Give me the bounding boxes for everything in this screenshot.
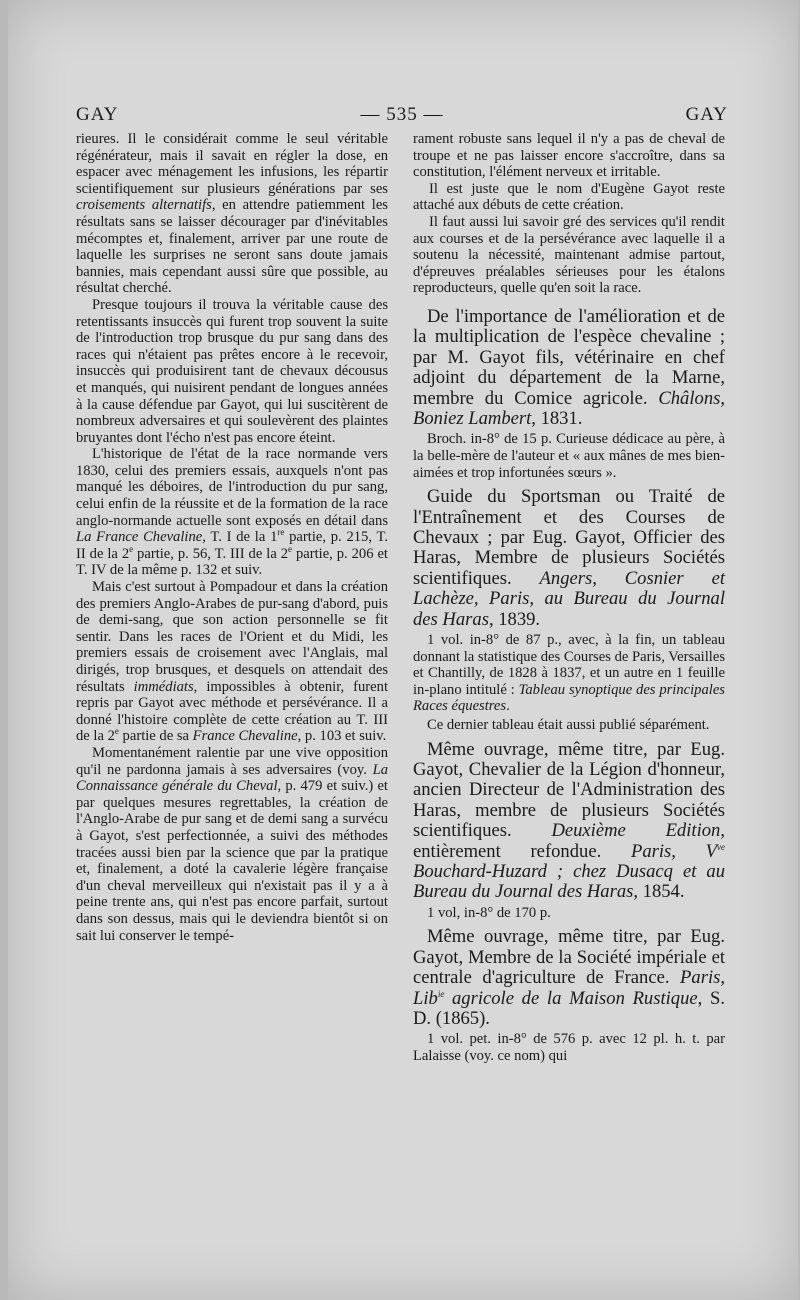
entry-note: 1 vol, in-8° de 170 p.: [427, 904, 551, 921]
text-run: , T. I de la 1: [202, 529, 278, 546]
text-run: Mais c'est surtout à Pompadour et dans la création des premiers Anglo-Arabes de pur-sang d'abord, puis de demi-sang, que son action personnelle se fit sentir. Dans les races de l'Orient et du Midi, les premiers essais de croisement avec l'Anglais, mal dirigés, trop brusques, et desquels on attendait des résultats: [76, 579, 388, 695]
italic-text: immédiats: [133, 678, 194, 695]
text-run: , 1854.: [633, 881, 685, 903]
entry-note: Broch. in-8° de 15 p. Curieuse dédicace au père, à la belle-mère de l'auteur et « aux mânes de mes bien-aimées et trop infortunées sœurs ».: [413, 431, 725, 481]
text-run: , p. 103 et suiv.: [297, 728, 387, 745]
bibliography-entry: [413, 487, 725, 630]
paragraph: Il est juste que le nom d'Eugène Gayot reste attaché aux débuts de cette création.: [413, 180, 725, 214]
paragraph: [76, 579, 388, 745]
italic-text: ve: [717, 841, 726, 852]
text-run: e: [288, 543, 293, 554]
text-run: L'historique de l'état de la race normande vers 1830, celui des premiers essais, auxquels n'ont pas manqué les déboires, de l'introduction du pur sang, celui enfin de la réussite et de la formation de la race anglo-normande actuelle sont exposés en détail dans: [76, 446, 388, 529]
text-run: , entièrement refondue.: [413, 820, 725, 862]
text-run: Guide du Sportsman ou Traité de l'Entraînement et des Courses de Chevaux ; par Eug. Gayot, Officier des Haras, Membre de plusieurs Sociétés scientifiques.: [413, 486, 725, 589]
text-run: e: [129, 543, 134, 554]
paragraph: Il faut aussi lui savoir gré des services qu'il rendit aux courses et de la persévérance avec laquelle il a soutenu la nécessité, maintenant admise partout, d'épreuves préalables sérieuses pour les étalons reproducteurs, quelle qu'en soit la race.: [413, 213, 725, 297]
left-column: [76, 131, 388, 944]
text-run: 1 vol. in-8° de 87 p., avec, à la fin, un tableau donnant la statistique des Courses de Paris, Versailles et Chantilly, de 1828 à 1837, et un autre en 1 feuille in-plano intitulé :: [413, 632, 725, 698]
italic-text: La France Chevaline: [76, 529, 203, 546]
text-run: Momentanément ralentie par une vive opposition qu'il ne pardonna jamais à ses adversaires (voy.: [76, 744, 388, 778]
text-run: partie, p. 206 et T. IV de la même p. 132 et suiv.: [76, 545, 388, 579]
text-run: .: [506, 698, 510, 715]
text-run: re: [277, 527, 285, 538]
italic-text: Angers, Cosnier et Lachèze, Paris, au Bureau du Journal des Haras: [413, 567, 725, 630]
entry-note: 1 vol. pet. in-8° de 576 p. avec 12 pl. h. t. par Lalaisse (voy. ce nom) qui: [413, 1031, 725, 1065]
italic-text: France Chevaline: [192, 728, 298, 745]
paragraph: rament robuste sans lequel il n'y a pas de cheval de troupe et ne pas laisser encore s'accroître, dans sa constitution, l'élément nerveux et irritable.: [413, 131, 725, 181]
text-run: Même ouvrage, même titre, par Eug. Gayot, Membre de la Société impériale et centrale d'agriculture de France.: [413, 926, 725, 989]
italic-text: agricole de la Maison Rustique: [444, 987, 698, 1009]
text-run: , p. 479 et suiv.) et par quelques mesures regrettables, la création de l'Anglo-Arabe de pur sang et de demi sang a survécu à Gayot, s'est perfectionnée, a suivi des méthodes tracées aussi bien par la science que par la pratique et, finalement, a doté la cavalerie légère française d'un cheval merveilleux qui n'existait pas il y a à peine trente ans, qui n'est pas encore parfait, surtout dans son dessus, mais qui le deviendra bientôt si on sait lui conserver le tempé-: [76, 778, 388, 944]
header-right-word: GAY: [685, 104, 728, 125]
text-run: e: [114, 726, 119, 737]
italic-text: Paris, V: [630, 840, 718, 862]
paragraph: [76, 745, 388, 944]
text-run: De l'importance de l'amélioration et de la multiplication de l'espèce chevaline ; par M. Gayot fils, vétérinaire en chef adjoint du département de la Marne, membre du Comice agricole.: [413, 305, 725, 409]
right-column: [413, 131, 725, 1065]
text-run: , en attendre patiemment les résultats sans se laisser décourager par d'inévitables mécomptes et, finalement, arriver par une route de laquelle les surprises ne seront sans doute jamais bannies, mais cependant aussi sûre que possible, au résultat cherché.: [76, 197, 388, 297]
italic-text: croisements alternatifs: [76, 197, 212, 214]
bibliography-entry: [413, 740, 725, 903]
book-page: [8, 0, 798, 1300]
text-run: , 1831.: [531, 407, 583, 429]
italic-text: Deuxième Edition: [551, 820, 721, 842]
italic-text: Tableau synoptique des principales Races équestres: [413, 681, 725, 715]
text-run: partie de sa: [118, 728, 193, 745]
paragraph: Presque toujours il trouva la véritable cause des retentissants insuccès qui furent trop souvent la suite de l'introduction trop brusque du pur sang dans des races qui n'étaient pas prêtes encore à le recevoir, insuccès qui produisirent tant de chevaux décousus et manqués, qui nuisirent pendant de longues années à la cause défendue par Gayot, qui lui suscitèrent de nombreux adversaires et qui soulevèrent des plaintes bruyantes dont l'écho n'est pas encore éteint.: [76, 296, 388, 446]
bibliography-entry: [413, 927, 725, 1029]
page-number: — 535 —: [360, 104, 444, 125]
italic-text: La Connaissance générale du Cheval: [76, 761, 388, 795]
paragraph: [76, 446, 388, 579]
italic-text: Bouchard-Huzard ; chez Dusacq et au Bureau du Journal des Haras: [413, 861, 725, 903]
running-header: [76, 104, 728, 130]
text-run: partie, p. 56, T. III de la 2: [133, 545, 289, 562]
text-run: partie, p. 215, T. II de la 2: [76, 529, 388, 562]
text-run: , S. D. (1865).: [413, 987, 725, 1030]
text-run: Même ouvrage, même titre, par Eug. Gayot, Chevalier de la Légion d'honneur, ancien Directeur de l'Administration des Haras, membre de plusieurs Sociétés scientifiques.: [413, 738, 725, 842]
text-run: rieures. Il le considérait comme le seul véritable régénérateur, mais il savait en régler la dose, en espacer avec ménagement les infusions, les répartir scientifiquement sur plusieurs générations par ses: [76, 131, 388, 197]
paragraph: [76, 131, 388, 297]
italic-text: Paris, Lib: [413, 967, 725, 1009]
italic-text: Châlons, Boniez Lambert: [413, 387, 725, 429]
entry-note: Ce dernier tableau était aussi publié séparément.: [427, 716, 710, 733]
italic-text: ie: [437, 988, 445, 999]
text-run: , 1839.: [488, 608, 541, 630]
text-run: , impossibles à obtenir, furent repris par Gayot avec méthode et persévérance. Il a donné l'histoire complète de cette création au T. III de la 2: [76, 678, 388, 745]
header-left-word: GAY: [76, 104, 119, 125]
entry-note: [413, 632, 725, 715]
bibliography-entry: [413, 307, 725, 429]
